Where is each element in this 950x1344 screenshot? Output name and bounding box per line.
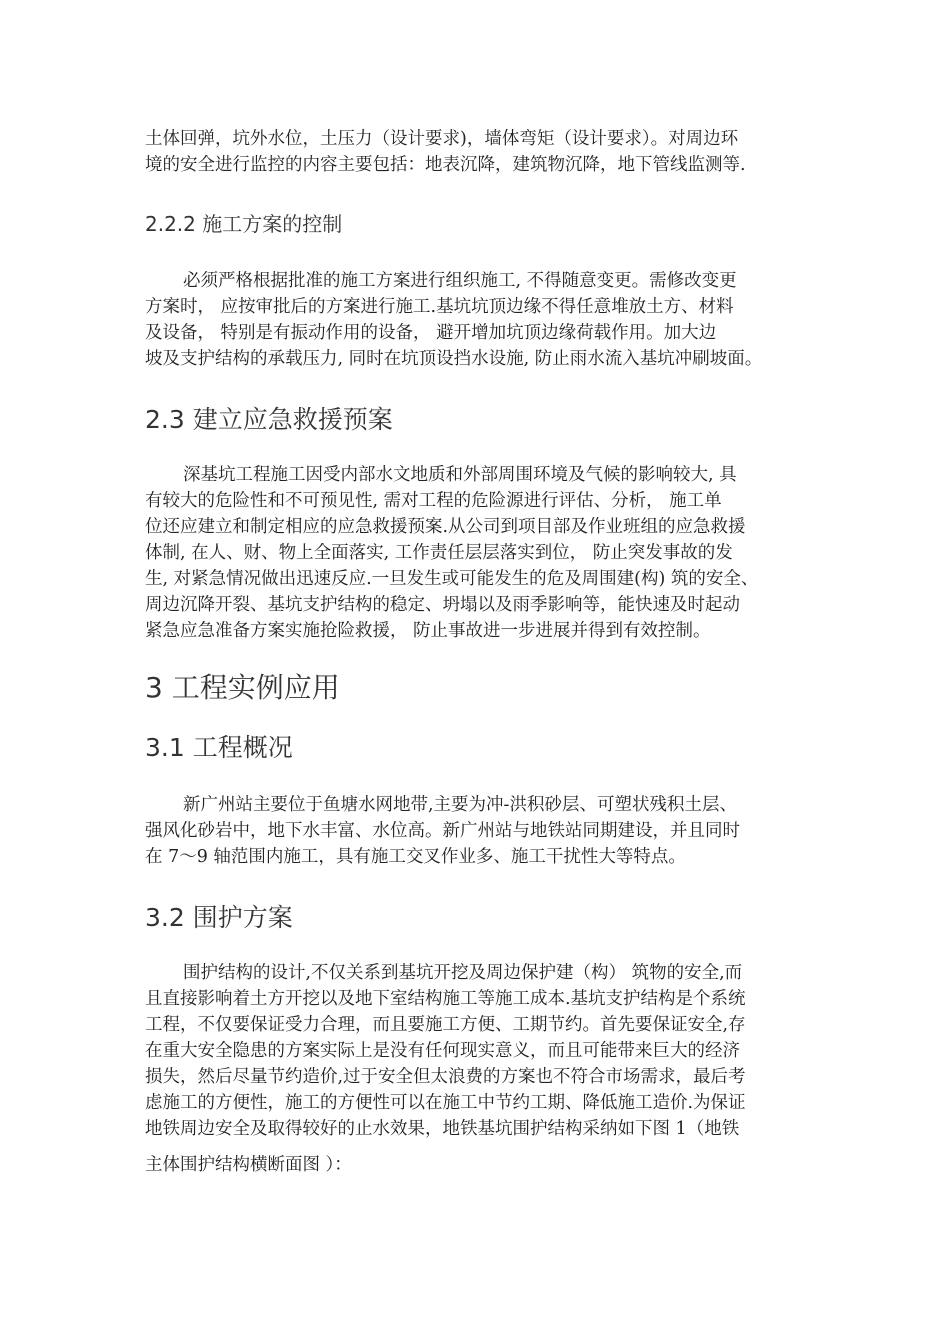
- paragraph-line: 工程，不仅要保证受力合理，而且要施工方便、工期节约。首先要保证安全,存: [145, 1015, 746, 1035]
- paragraph-line: 位还应建立和制定相应的应急救援预案.从公司到项目部及作业班组的应急救援: [145, 517, 746, 537]
- paragraph-line: 主体围护结构横断面图 ）：: [145, 1155, 352, 1175]
- paragraph-line: 必须严格根据批准的施工方案进行组织施工, 不得随意变更。需修改变更: [183, 271, 737, 291]
- paragraph-line: 紧急应急准备方案实施抢险救援， 防止事故进一步进展并得到有效控制。: [145, 621, 711, 641]
- paragraph-line: 虑施工的方便性，施工的方便性可以在施工中节约工期、降低施工造价.为保证: [145, 1093, 746, 1113]
- paragraph-line: 方案时， 应按审批后的方案进行施工.基坑坑顶边缘不得任意堆放土方、材料: [145, 297, 734, 317]
- section-heading-2-3: 2.3 建立应急救援预案: [145, 405, 393, 434]
- section-heading-3-2: 3.2 围护方案: [145, 903, 293, 932]
- paragraph-line: 周边沉降开裂、基坑支护结构的稳定、坍塌以及雨季影响等，能快速及时起动: [145, 595, 740, 615]
- paragraph-line: 土体回弹，坑外水位，土压力（设计要求)，墙体弯矩（设计要求）。对周边环: [145, 129, 739, 149]
- paragraph-line: 及设备， 特别是有振动作用的设备， 避开增加坑顶边缘荷载作用。加大边: [145, 323, 717, 343]
- paragraph-line: 强风化砂岩中，地下水丰富、水位高。新广州站与地铁站同期建设，并且同时: [145, 821, 740, 841]
- paragraph-line: 围护结构的设计,不仅关系到基坑开挖及周边保护建（构） 筑物的安全,而: [183, 963, 743, 983]
- paragraph-line: 有较大的危险性和不可预见性, 需对工程的危险源进行评估、分析， 施工单: [145, 491, 722, 511]
- paragraph-line: 境的安全进行监控的内容主要包括：地表沉降，建筑物沉降，地下管线监测等.: [145, 155, 746, 175]
- paragraph-line: 深基坑工程施工因受内部水文地质和外部周围环境及气候的影响较大, 具: [183, 465, 737, 485]
- paragraph-line: 在 7～9 轴范围内施工，具有施工交叉作业多、施工干扰性大等特点。: [145, 847, 686, 867]
- paragraph-line: 且直接影响着土方开挖以及地下室结构施工等施工成本.基坑支护结构是个系统: [145, 989, 746, 1009]
- paragraph-line: 在重大安全隐患的方案实际上是没有任何现实意义，而且可能带来巨大的经济: [145, 1041, 740, 1061]
- section-heading-3-1: 3.1 工程概况: [145, 733, 293, 762]
- paragraph-line: 坡及支护结构的承载压力, 同时在坑顶设挡水设施, 防止雨水流入基坑冲刷坡面。: [145, 349, 763, 369]
- section-heading-3: 3 工程实例应用: [145, 671, 340, 704]
- paragraph-line: 损失，然后尽量节约造价,过于安全但太浪费的方案也不符合市场需求，最后考: [145, 1067, 746, 1087]
- section-heading-2-2-2: 2.2.2 施工方案的控制: [145, 212, 343, 236]
- paragraph-line: 生, 对紧急情况做出迅速反应.一旦发生或可能发生的危及周围建(构) 筑的安全、: [145, 569, 759, 589]
- paragraph-line: 新广州站主要位于鱼塘水网地带,主要为冲-洪积砂层、可塑状残积土层、: [183, 795, 737, 815]
- paragraph-line: 地铁周边安全及取得较好的止水效果，地铁基坑围护结构采纳如下图 1（地铁: [145, 1119, 740, 1139]
- paragraph-line: 体制, 在人、财、物上全面落实, 工作责任层层落实到位， 防止突发事故的发: [145, 543, 733, 563]
